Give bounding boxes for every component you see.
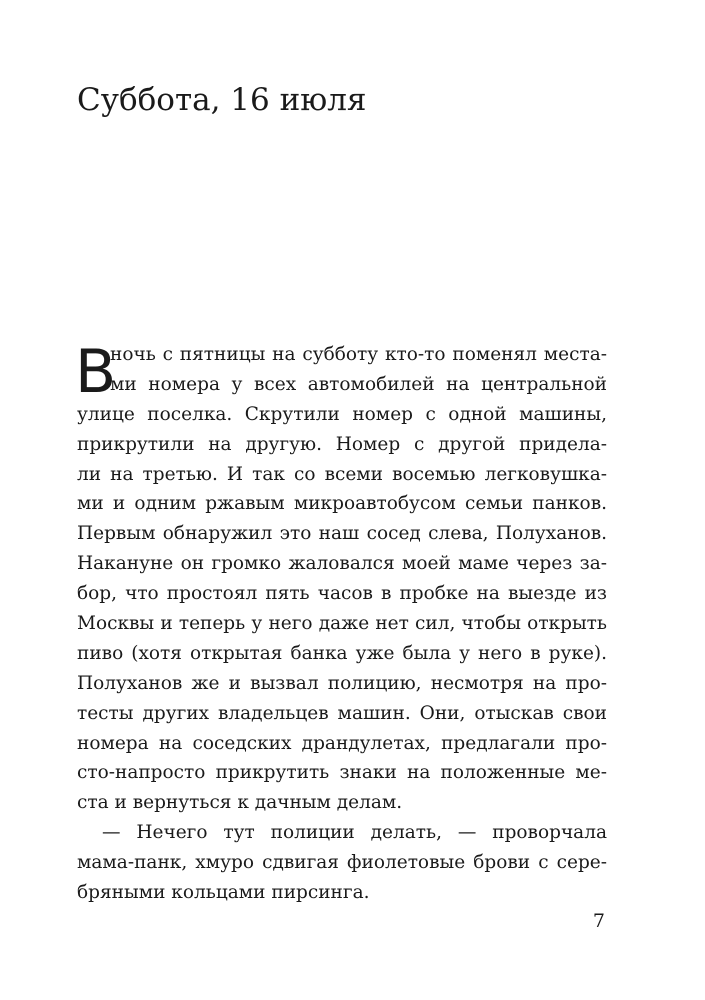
- drop-cap: В: [75, 337, 117, 407]
- text-line: номера на соседских драндулетах, предлагали про-: [77, 732, 607, 754]
- text-line: пиво (хотя открытая банка уже была у него в руке).: [77, 642, 607, 664]
- text-line: бряными кольцами пирсинга.: [77, 882, 370, 904]
- text-line: — Нечего тут полиции делать, — проворчала: [102, 822, 607, 844]
- text-line: ночь с пятницы на субботу кто-то поменял места-: [110, 344, 607, 365]
- text-line: Полуханов же и вызвал полицию, несмотря на про-: [77, 672, 607, 694]
- text-line: ста и вернуться к дачным делам.: [77, 792, 403, 814]
- text-line: Первым обнаружил это наш сосед слева, Полуханов.: [77, 523, 607, 545]
- text-line: сто-напросто прикрутить знаки на положенные ме-: [77, 762, 607, 784]
- text-line: ли на третью. И так со всеми восемью легковушка-: [77, 463, 607, 485]
- text-line: улице поселка. Скрутили номер с одной машины,: [77, 403, 607, 425]
- text-line: прикрутили на другую. Номер с другой приделa-: [77, 433, 607, 455]
- text-line: тесты других владельцев машин. Они, отыскав свои: [77, 702, 607, 724]
- text-line: ми номера у всех автомобилей на центральной: [110, 373, 607, 395]
- text-line: мама-панк, хмуро сдвигая фиолетовые брови с сере-: [77, 852, 607, 874]
- page-number: 7: [592, 910, 605, 932]
- text-line: Накануне он громко жаловался моей маме через за-: [77, 553, 607, 575]
- text-line: ми и одним ржавым микроавтобусом семьи панков.: [77, 493, 607, 515]
- text-line: Москвы и теперь у него даже нет сил, чтобы открыть: [77, 613, 607, 635]
- chapter-title: Суббота, 16 июля: [77, 82, 367, 118]
- text-line: бор, что простоял пять часов в пробке на выезде из: [77, 583, 607, 605]
- body-text: [75, 337, 607, 908]
